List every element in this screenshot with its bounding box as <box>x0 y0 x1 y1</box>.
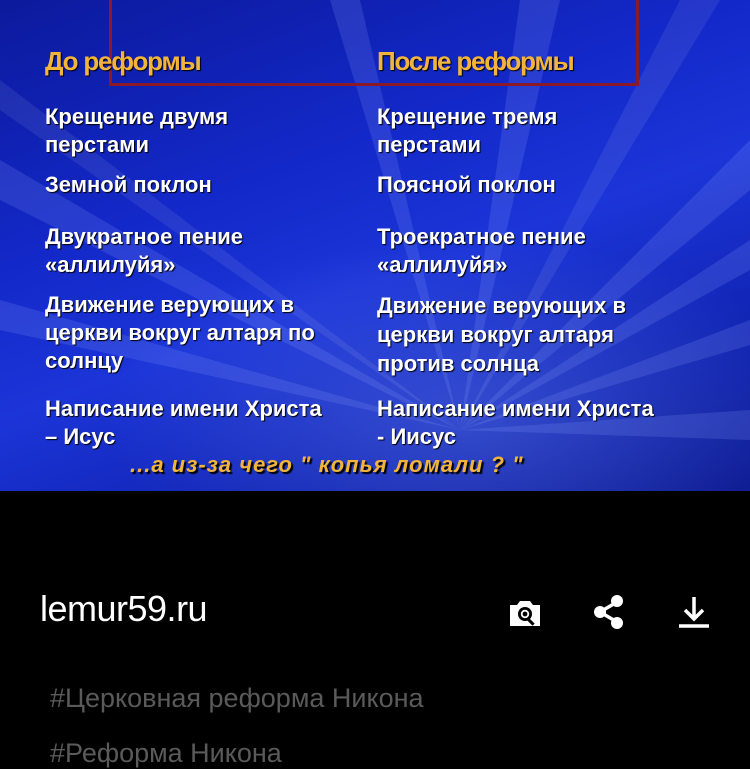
slide-footer-question: ...а из-за чего " копья ломали ? " <box>130 452 524 477</box>
row-3-after: Троекратное пение «аллилуйя» <box>377 224 586 277</box>
header-after: После реформы <box>377 46 574 76</box>
source-link[interactable]: lemur59.ru <box>40 588 208 629</box>
row-4-after: Движение верующих в церкви вокруг алтаря против солнца <box>377 293 627 376</box>
row-1-after: Крещение тремя перстами <box>377 104 558 157</box>
row-3-before: Двукратное пение «аллилуйя» <box>45 224 243 277</box>
download-button[interactable] <box>674 592 714 632</box>
visual-search-button[interactable] <box>505 592 545 632</box>
share-icon <box>589 592 629 632</box>
camera-search-icon <box>505 592 545 632</box>
row-5-after: Написание имени Христа - Иисус <box>377 396 654 449</box>
row-2-before: Земной поклон <box>45 172 212 197</box>
tag-link[interactable]: #Реформа Никона <box>50 738 282 768</box>
row-2-after: Поясной поклон <box>377 172 556 197</box>
download-icon <box>674 592 714 632</box>
share-button[interactable] <box>589 592 629 632</box>
tag-link[interactable]: #Церковная реформа Никона <box>50 683 424 713</box>
header-before: До реформы <box>45 46 201 76</box>
row-1-before: Крещение двумя перстами <box>45 104 229 157</box>
row-5-before: Написание имени Христа – Исус <box>45 396 322 449</box>
row-4-before: Движение верующих в церкви вокруг алтаря по солнцу <box>45 292 315 373</box>
